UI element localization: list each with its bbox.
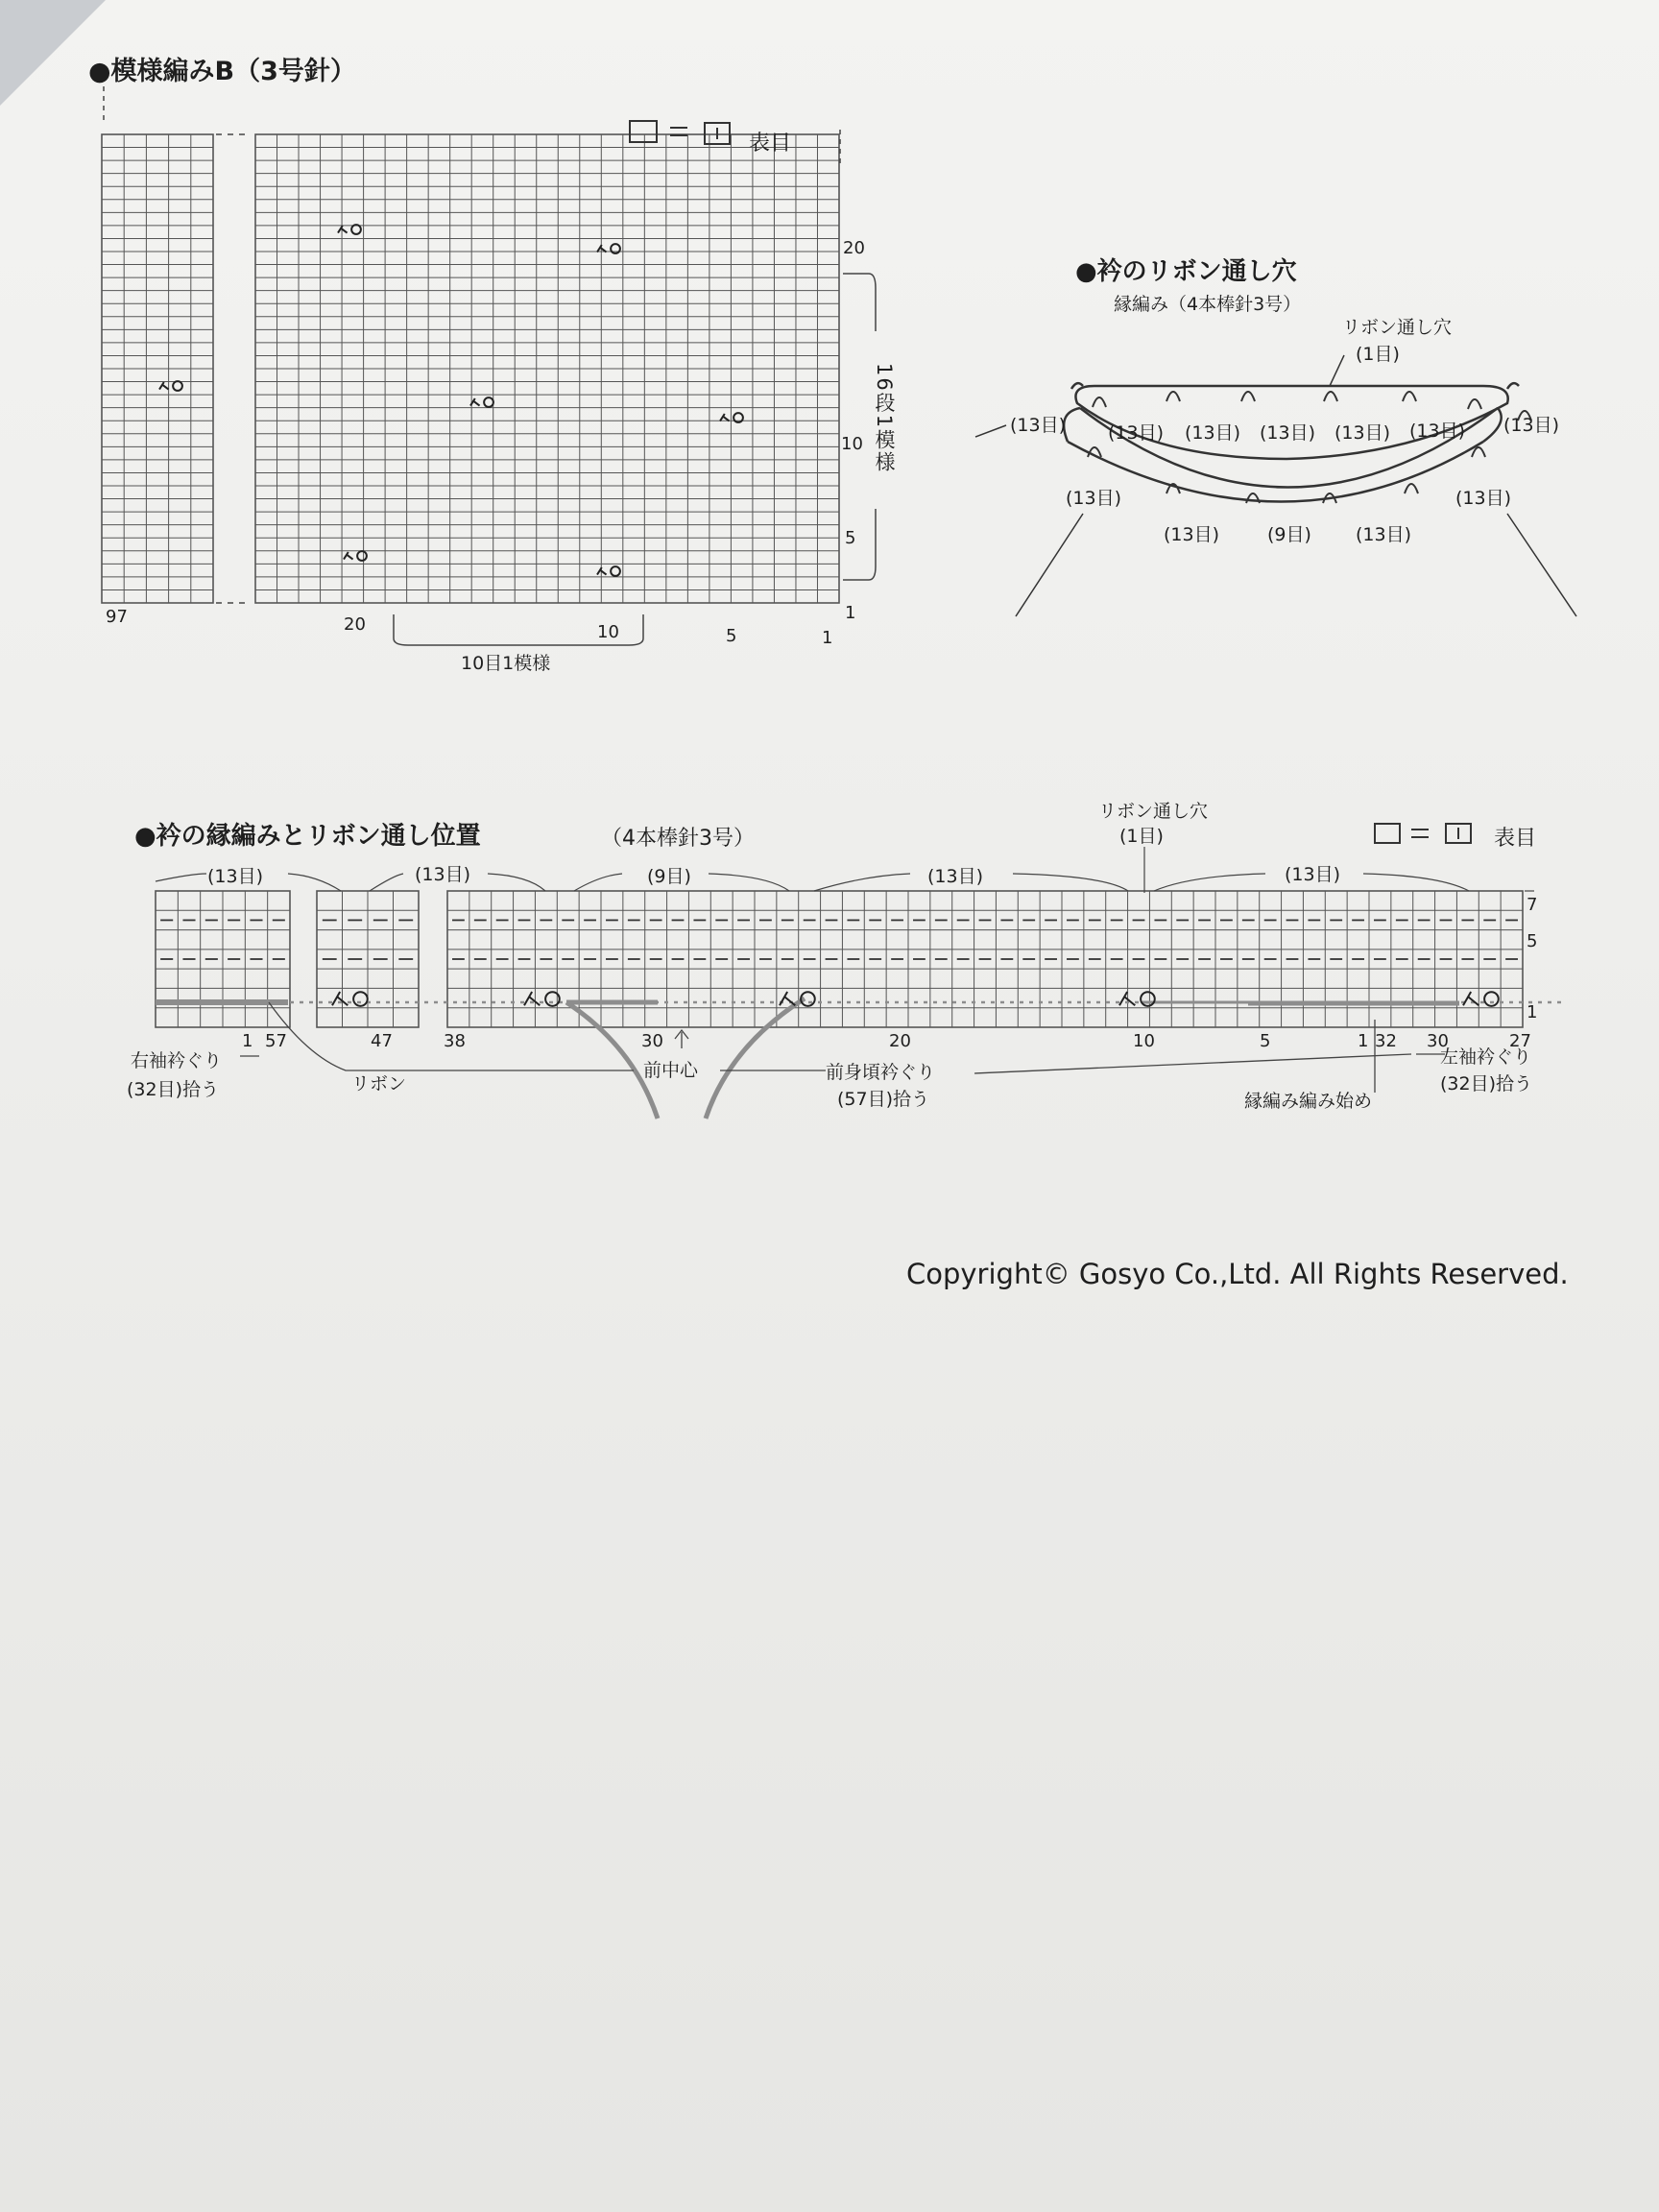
edging-col-47: 47 [371, 1031, 393, 1051]
chart-b-row-1: 1 [845, 603, 856, 623]
ribbon-title: ●衿のリボン通し穴 [1075, 257, 1297, 286]
edging-col-32: 32 [1375, 1031, 1397, 1051]
chart-b-col-5: 5 [726, 626, 737, 646]
edging-yo-mark [1463, 992, 1499, 1006]
ribbon-hole-mark [1472, 447, 1485, 457]
chart-b-repeat-cols: 10目1模様 [461, 653, 551, 674]
chart-b-row-20: 20 [843, 238, 865, 258]
chart-b-row-5: 5 [845, 528, 856, 548]
edging-segment-5: (13目) [1285, 864, 1341, 885]
ribbon-hole-label: リボン通し穴 [1342, 317, 1453, 338]
edging-title: ●衿の縁編みとリボン通し位置 [134, 822, 481, 851]
chart-b-left-grid [102, 134, 213, 603]
edging-yo-mark [332, 992, 368, 1006]
front-neckline-count: (57目)拾う [837, 1089, 930, 1110]
ribbon-bottom-label-1: (13目) [1066, 488, 1122, 509]
edging-segment-4: (13目) [927, 866, 984, 887]
ribbon-subtitle: 縁編み（4本棒針3号） [1114, 294, 1302, 315]
edging-col-20: 20 [889, 1031, 911, 1051]
edging-segment-1: (13目) [207, 866, 264, 887]
ribbon-hole-mark [1241, 392, 1255, 401]
copyright-notice: Copyright© Gosyo Co.,Ltd. All Rights Reserved. [906, 1258, 1569, 1290]
edging-col-5: 5 [1260, 1031, 1271, 1051]
ribbon-top-label-2: (13目) [1185, 422, 1241, 444]
front-neckline-label: 前身頃衿ぐり [826, 1062, 936, 1083]
chart-b-col-97: 97 [106, 607, 128, 627]
ribbon-hole-mark [1403, 392, 1416, 401]
ribbon-hole-mark [1093, 397, 1106, 407]
yo-k2tog-mark [159, 381, 182, 391]
edging-yo-mark [524, 992, 560, 1006]
ribbon-right-label: (13目) [1503, 415, 1560, 436]
right-sleeve-label: 右袖衿ぐり [131, 1050, 223, 1071]
edging-row-1: 1 [1527, 1002, 1538, 1022]
ribbon-hole-count: (1目) [1356, 344, 1400, 365]
chart-b-legend-text: 表目 [749, 132, 792, 156]
ribbon-left-label: (13目) [1010, 415, 1067, 436]
ribbon-hole-mark [1324, 392, 1337, 401]
edging-col-30a: 30 [641, 1031, 663, 1051]
yo-k2tog-mark [470, 397, 493, 407]
left-sleeve-label: 左袖衿ぐり [1440, 1046, 1532, 1068]
chart-b-row-10: 10 [841, 434, 863, 454]
edging-col-27: 27 [1509, 1031, 1531, 1051]
edging-hole-label: リボン通し穴 [1098, 801, 1209, 822]
chart-b-col-20: 20 [344, 614, 366, 635]
edging-subtitle: （4本棒針3号） [601, 827, 755, 851]
ribbon-hole-mark [1405, 484, 1418, 493]
ribbon-top-label-3: (13目) [1260, 422, 1316, 444]
edging-legend [1375, 824, 1471, 843]
chart-b-title: ●模様編みB（3号針） [88, 57, 356, 86]
edging-start-label: 縁編み編み始め [1244, 1091, 1373, 1112]
edging-col-1b: 1 [1358, 1031, 1369, 1051]
edging-col-30b: 30 [1427, 1031, 1449, 1051]
chart-b-col-1: 1 [822, 628, 833, 648]
ribbon-bottom-label-2: (13目) [1164, 524, 1220, 545]
chart-b-brackets [104, 86, 876, 645]
edging-hole-count: (1目) [1119, 826, 1164, 847]
yo-k2tog-mark [597, 566, 620, 576]
ribbon-top-label-4: (13目) [1334, 422, 1391, 444]
edging-row-5: 5 [1527, 931, 1538, 951]
edging-col-10: 10 [1133, 1031, 1155, 1051]
front-center-label: 前中心 [643, 1060, 699, 1081]
edging-col-38: 38 [444, 1031, 466, 1051]
edging-segment-2: (13目) [415, 864, 471, 885]
ribbon-hole-mark [1468, 399, 1481, 409]
edging-col-57: 57 [265, 1031, 287, 1051]
edging-col-1a: 1 [242, 1031, 253, 1051]
chart-b-repeat-rows: 16段1模様 [873, 363, 896, 474]
ribbon-top-label-5: (13目) [1409, 421, 1466, 442]
ribbon-label: リボン [351, 1073, 407, 1094]
ribbon-bottom-label-3: (9目) [1267, 524, 1311, 545]
ribbon-bottom-label-4: (13目) [1356, 524, 1412, 545]
edging-segment-3: (9目) [647, 866, 691, 887]
ribbon-top-label-1: (13目) [1108, 422, 1165, 444]
ribbon-bottom-label-5: (13目) [1455, 488, 1512, 509]
chart-b-grid [255, 134, 839, 603]
ribbon-hole-mark [1166, 392, 1180, 401]
edging-legend-text: 表目 [1494, 827, 1537, 851]
right-sleeve-count: (32目)拾う [127, 1079, 220, 1100]
chart-b-col-10: 10 [597, 622, 619, 642]
edging-row-7: 7 [1527, 895, 1538, 915]
left-sleeve-count: (32目)拾う [1440, 1073, 1533, 1094]
